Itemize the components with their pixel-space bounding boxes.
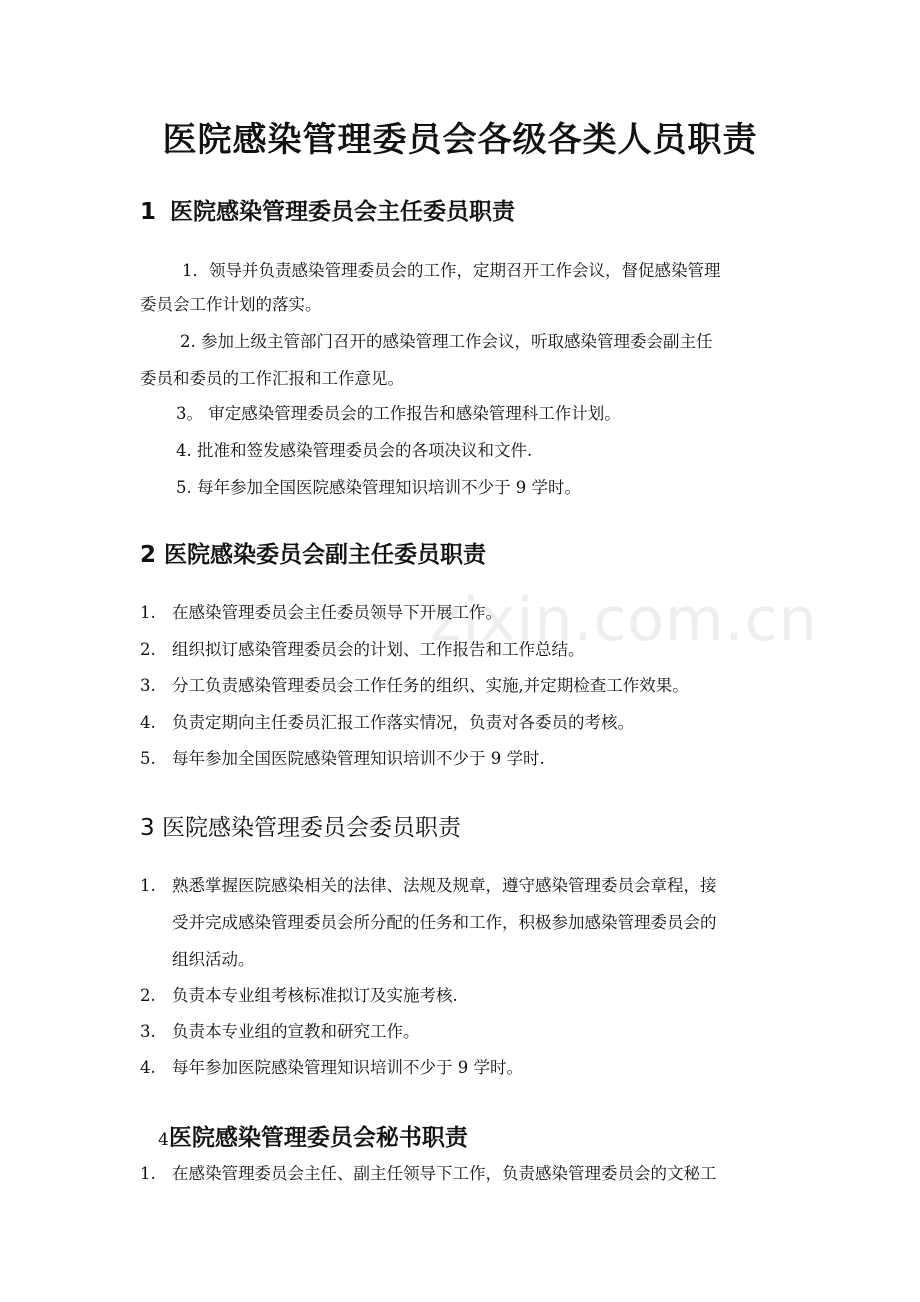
section-2-heading: 2 医院感染委员会副主任委员职责 (140, 542, 487, 568)
list-item-number: 1. (140, 876, 156, 895)
list-item-text-line-3: 组织活动。 (172, 950, 255, 969)
list-item-text: 分工负责感染管理委员会工作任务的组织、实施,并定期检查工作效果。 (172, 676, 689, 695)
list-item-text: 在感染管理委员会主任、副主任领导下工作，负责感染管理委员会的文秘工 (172, 1164, 717, 1183)
list-item-text: 每年参加医院感染管理知识培训不少于 9 学时。 (172, 1058, 523, 1077)
list-item-text-line-2: 受并完成感染管理委员会所分配的任务和工作，积极参加感染管理委员会的 (172, 913, 717, 932)
list-item-number: 1. (140, 1164, 156, 1183)
section-4-number: 4 (158, 1130, 169, 1150)
section-1-para-1-line-2: 委员会工作计划的落实。 (140, 295, 322, 314)
list-item-text: 负责本专业组的宣教和研究工作。 (172, 1022, 420, 1041)
section-1-para-4: 4. 批准和签发感染管理委员会的各项决议和文件. (176, 441, 533, 460)
section-1-para-2-line-2: 委员和委员的工作汇报和工作意见。 (140, 369, 404, 388)
list-item-text: 负责本专业组考核标准拟订及实施考核. (172, 986, 458, 1005)
section-1-heading (140, 193, 515, 226)
section-1-para-3: 3。 审定感染管理委员会的工作报告和感染管理科工作计划。 (176, 404, 621, 423)
section-1-title: 医院感染管理委员会主任委员职责 (170, 199, 516, 225)
section-4-heading (158, 1119, 468, 1152)
section-1-para-5: 5. 每年参加全国医院感染管理知识培训不少于 9 学时。 (176, 478, 581, 497)
watermark: zixin.com.cn (430, 585, 818, 655)
list-item-number: 5. (140, 749, 156, 768)
list-item-text-line-1: 熟悉掌握医院感染相关的法律、法规及规章，遵守感染管理委员会章程，接 (172, 876, 717, 895)
document-title: 医院感染管理委员会各级各类人员职责 (162, 120, 758, 160)
list-item-text: 负责定期向主任委员汇报工作落实情况，负责对各委员的考核。 (172, 713, 634, 732)
section-4-title: 医院感染管理委员会秘书职责 (168, 1125, 468, 1151)
section-1-number: 1 (140, 199, 157, 225)
list-item-number: 1. (140, 603, 156, 622)
section-1-para-1-line-1: 1．领导并负责感染管理委员会的工作，定期召开工作会议，督促感染管理 (182, 261, 721, 280)
list-item-text: 每年参加全国医院感染管理知识培训不少于 9 学时. (172, 749, 545, 768)
list-item-number: 3. (140, 676, 156, 695)
list-item-text: 在感染管理委员会主任委员领导下开展工作。 (172, 603, 502, 622)
list-item-number: 2. (140, 640, 156, 659)
list-item-text: 组织拟订感染管理委员会的计划、工作报告和工作总结。 (172, 640, 585, 659)
section-1-para-2-line-1: 2. 参加上级主管部门召开的感染管理工作会议，听取感染管理委会副主任 (180, 332, 713, 351)
list-item-number: 4. (140, 1058, 156, 1077)
list-item-number: 2. (140, 986, 156, 1005)
section-3-heading: 3 医院感染管理委员会委员职责 (140, 815, 461, 841)
list-item-number: 4. (140, 713, 156, 732)
list-item-number: 3. (140, 1022, 156, 1041)
